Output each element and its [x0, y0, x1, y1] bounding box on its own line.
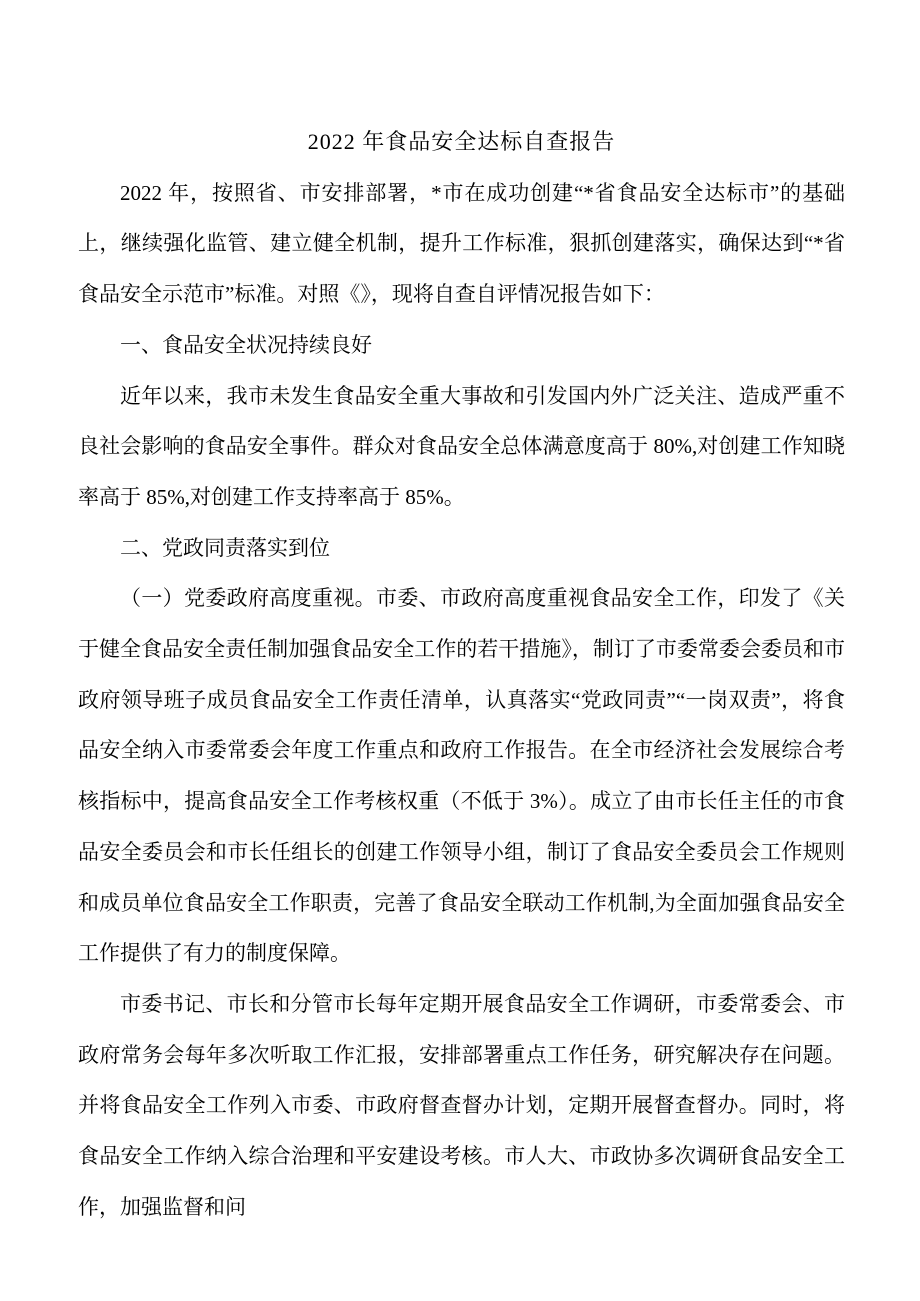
section-1-paragraph-1: 近年以来，我市未发生食品安全重大事故和引发国内外广泛关注、造成严重不良社会影响的食品安全事件。群众对食品安全总体满意度高于 80%,对创建工作知晓率高于 85%,对创建工作支持率高于 85%。: [78, 383, 845, 509]
section-2-paragraph-2: 市委书记、市长和分管市长每年定期开展食品安全工作调研，市委常委会、市政府常务会每年多次听取工作汇报，安排部署重点工作任务，研究解决存在问题。并将食品安全工作列入市委、市政府督查督办计划，定期开展督查督办。同时，将食品安全工作纳入综合治理和平安建设考核。市人大、市政协多次调研食品安全工作，加强监督和问: [78, 991, 845, 1219]
document-title: 2022 年食品安全达标自查报告: [307, 129, 616, 154]
section-1-heading: 一、食品安全状况持续良好: [120, 332, 372, 357]
section-2-paragraph-1: （一）党委政府高度重视。市委、市政府高度重视食品安全工作，印发了《关于健全食品安全责任制加强食品安全工作的若干措施》，制订了市委常委会委员和市政府领导班子成员食品安全工作责任清单，认真落实“党政同责”“一岗双责”，将食品安全纳入市委常委会年度工作重点和政府工作报告。在全市经济社会发展综合考核指标中，提高食品安全工作考核权重（不低于 3%）。成立了由市长任主任的市食品安全委员会和市长任组长的创建工作领导小组，制订了食品安全委员会工作规则和成员单位食品安全工作职责，完善了食品安全联动工作机制,为全面加强食品安全工作提供了有力的制度保障。: [78, 586, 845, 966]
section-2-heading: 二、党政同责落实到位: [120, 535, 330, 560]
intro-paragraph: 2022 年，按照省、市安排部署，*市在成功创建“*省食品安全达标市”的基础上，继续强化监管、建立健全机制，提升工作标准，狠抓创建落实，确保达到“*省食品安全示范市”标准。对照《》，现将自查自评情况报告如下：: [78, 180, 845, 307]
